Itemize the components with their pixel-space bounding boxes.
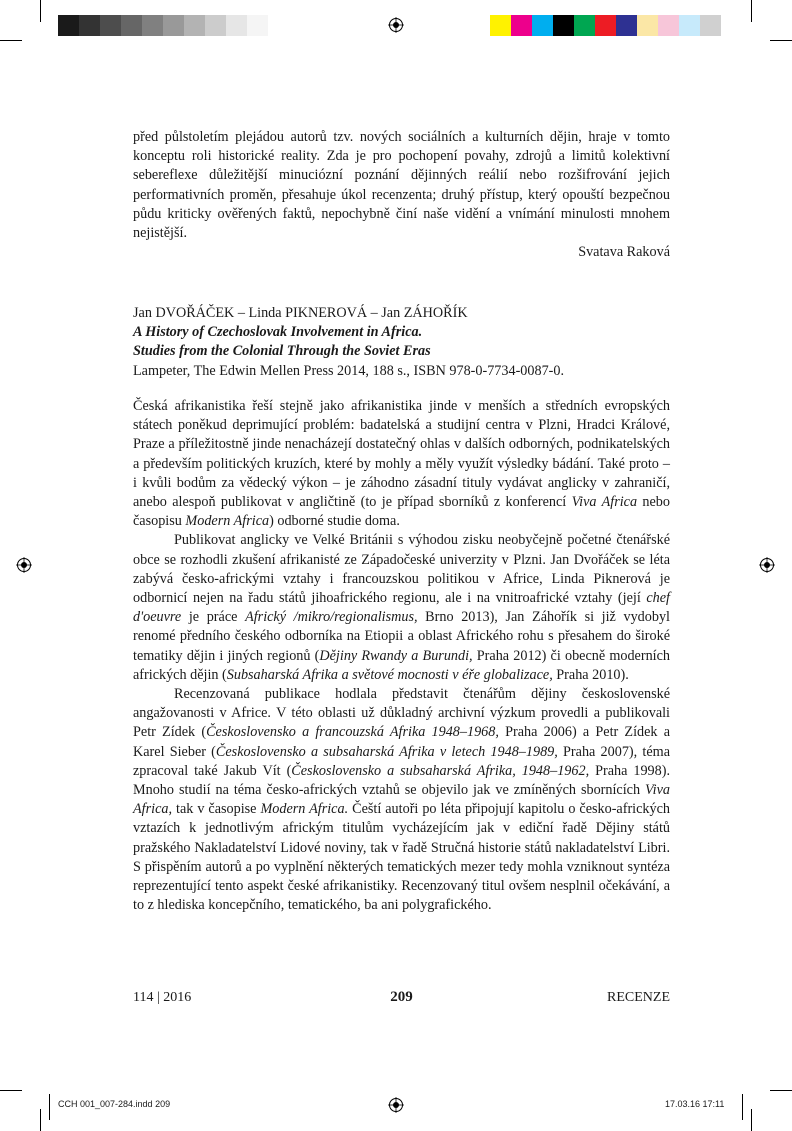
issue-label: 114 | 2016 [133, 990, 192, 1005]
paragraph-2: Publikovat anglicky ve Velké Británii s výhodou zisku neobyčejně početné čtenářské obce se rozhodli zkušení afrikanisté ze Západočeské univerzity v Plzni. Jan Dvořáček se léta zabývá česko-africkými vztahy i francouzskou politikou v Africe, Linda Piknerová je odbornicí nejen na řadu států jihoafrického regionu, ale i na vnitroafrické vztahy (její chef d'oeuvre je práce Africký /mikro/regionalismus, Brno 2013), Jan Záhořík si již vydobyl renomé předního českého odborníka na Etiopii a oblast Afrického rohu s přesahem do široké tematiky dějin i jiných regionů (Dějiny Rwandy a Burundi, Praha 2012) či obecně moderních afrických dějin (Subsaharská Afrika a světové mocnosti v éře globalizace, Praha 2010). [133, 532, 670, 683]
color-swatch [100, 15, 121, 36]
book-title-line2: Studies from the Colonial Through the Soviet Eras [133, 343, 431, 360]
color-swatch [490, 15, 511, 36]
color-swatch [58, 15, 79, 36]
color-swatch [700, 15, 721, 36]
registration-mark-right-icon [759, 557, 775, 573]
registration-mark-bottom-icon [388, 1097, 404, 1113]
slug-date: 17.03.16 17:11 [665, 1099, 725, 1109]
crop-mark [0, 1090, 22, 1091]
color-swatch [163, 15, 184, 36]
crop-mark [770, 40, 792, 41]
crop-mark [742, 1094, 743, 1120]
color-swatch [679, 15, 700, 36]
review-body [133, 397, 670, 915]
color-swatch [205, 15, 226, 36]
color-swatch [184, 15, 205, 36]
color-swatch [637, 15, 658, 36]
reviewer-signature: Svatava Raková [578, 244, 670, 261]
cmyk-color-bar [490, 15, 721, 36]
crop-mark [751, 1109, 752, 1131]
color-swatch [595, 15, 616, 36]
color-swatch [79, 15, 100, 36]
section-label: RECENZE [607, 990, 670, 1005]
review-paragraph: před půlstoletím plejádou autorů tzv. nových sociálních a kulturních dějin, hraje v tomto konceptu roli historické reality. Zda je pro pochopení povahy, zdrojů a limitů kolektivní sebereflexe důležitější minuciózní poznání dějinných reálií nebo rozšifrování jejich performativních proměn, přesahuje úkol recenzenta; druhý přístup, který opouští bezpečnou půdu kriticky ověřených faktů, nepochybně činí naše vidění a vnímání minulosti mnohem nejistější. [133, 129, 670, 242]
crop-mark [770, 1090, 792, 1091]
color-swatch [142, 15, 163, 36]
color-swatch [553, 15, 574, 36]
grayscale-color-bar [58, 15, 268, 36]
crop-mark [40, 1109, 41, 1131]
previous-review-end [133, 128, 670, 262]
book-title-line1: A History of Czechoslovak Involvement in Africa. [133, 324, 423, 341]
registration-mark-top-icon [388, 17, 404, 33]
book-citation [133, 304, 670, 381]
page-number: 209 [390, 989, 413, 1005]
color-swatch [658, 15, 679, 36]
color-swatch [616, 15, 637, 36]
registration-mark-left-icon [16, 557, 32, 573]
color-swatch [574, 15, 595, 36]
color-swatch [121, 15, 142, 36]
crop-mark [0, 40, 22, 41]
slug-file-name: CCH 001_007-284.indd 209 [58, 1099, 171, 1109]
color-swatch [247, 15, 268, 36]
crop-mark [49, 1094, 50, 1120]
color-swatch [532, 15, 553, 36]
crop-mark [40, 0, 41, 22]
color-swatch [226, 15, 247, 36]
paragraph-3: Recenzovaná publikace hodlala představit čtenářům dějiny československé angažovanosti v Africe. V této oblasti už důkladný archivní výzkum provedli a publikovali Petr Zídek (Československo a francouzská Afrika 1948–1968, Praha 2006) a Petr Zídek a Karel Sieber (Československo a subsaharská Afrika v letech 1948–1989, Praha 2007), téma zpracoval také Jakub Vít (Československo a subsaharská Afrika, 1948–1962, Praha 1998). Mnoho studií na téma česko-afrických vztahů se objevilo jak ve zmíněných sbornících Viva Africa, tak v časopise Modern Africa. Čeští autoři po léta připojují kapitolu o česko-afrických vztazích k jednotlivým africkým titulům vycházejícím jak v ediční řadě Dějiny států pražského Nakladatelství Lidové noviny, tak v řadě Stručná historie států nakladatelství Libri. S přispěním autorů a po vyplnění některých tematických mezer tedy mohla vzniknout syntéza reprezentující tento aspekt české afrikanistiky. Recenzovaný titul ovšem nesplnil očekávání, a to z hlediska koncepčního, tematického, ba ani polygrafického. [133, 686, 671, 914]
crop-mark [751, 0, 752, 22]
color-swatch [511, 15, 532, 36]
book-imprint: Lampeter, The Edwin Mellen Press 2014, 188 s., ISBN 978-0-7734-0087-0. [133, 362, 565, 379]
book-authors: Jan DVOŘÁČEK – Linda PIKNEROVÁ – Jan ZÁHOŘÍK [133, 305, 468, 321]
paragraph-1: Česká afrikanistika řeší stejně jako afrikanistika jinde v menších a středních evropských státech poněkud deprimující problém: badatelská a studijní centra v Plzni, Hradci Králové, Praze a příležitostně jinde nenacházejí dostatečný ohlas v dalších odborných, podnikatelských a především politických kruzích, které by mohly a měly využít výsledky bádání. Také proto – i kvůli bodům za vědecký výkon – je záhodno zásadní tituly vydávat anglicky v zahraničí, anebo alespoň publikovat v angličtině (to je případ sborníků z konferencí Viva Africa nebo časopisu Modern Africa) odborné studie doma. [133, 398, 670, 530]
